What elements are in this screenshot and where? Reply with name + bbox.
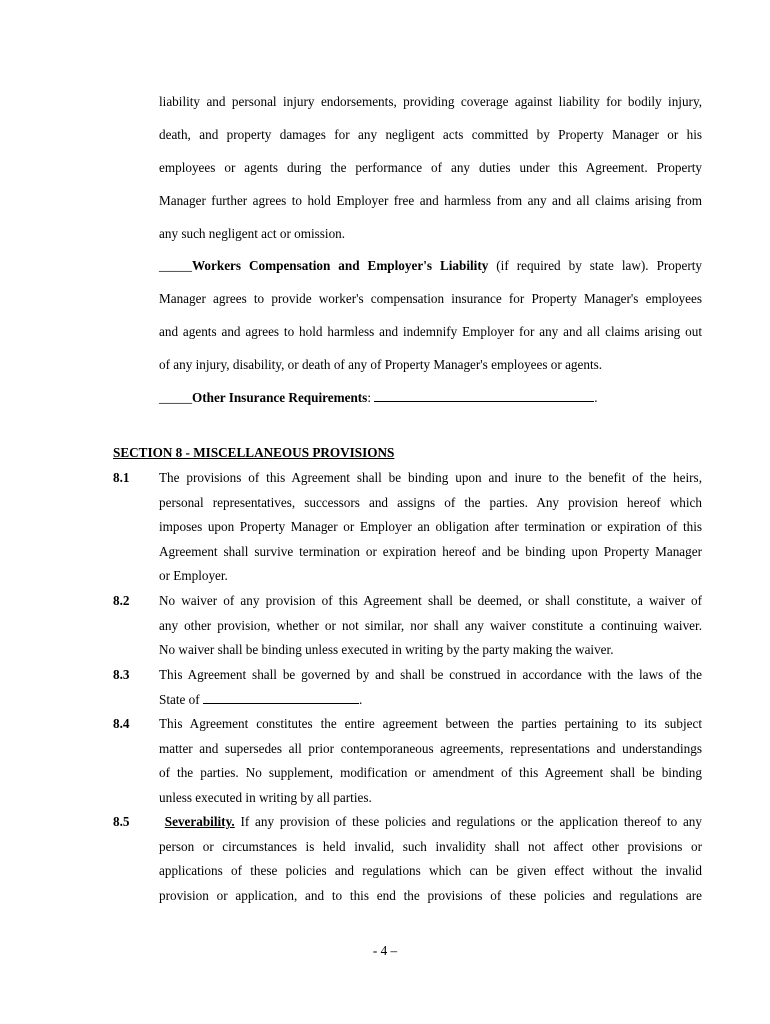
- text-line: The provisions of this Agreement shall be binding upon and inure to the benefit of the heirs,: [159, 470, 702, 485]
- text-line: Manager agrees to provide worker's compensation insurance for Property Manager's employees: [159, 291, 702, 306]
- other-insurance-paragraph: [159, 390, 702, 423]
- provision-body: [159, 814, 702, 912]
- text-line: of any injury, disability, or death of any of Property Manager's employees or agents.: [159, 357, 603, 372]
- text-line: applications of these policies and regulations which can be given effect without the invalid: [159, 863, 702, 879]
- severability-rest: If any provision of these policies and regulations or the application thereof to any: [234, 814, 702, 829]
- other-end: .: [594, 390, 598, 405]
- text-line: and agents and agrees to hold harmless and indemnify Employer for any and all claims arising out: [159, 324, 702, 339]
- text-line: provision or application, and to this end the provisions of these policies and regulations are: [159, 887, 702, 903]
- state-prefix: State of: [159, 691, 203, 707]
- liability-paragraph: [159, 94, 702, 259]
- page-number: - 4 –: [372, 943, 398, 958]
- state-end: .: [358, 691, 363, 707]
- text-line: liability and personal injury endorsements, providing coverage against liability for bodily injury,: [159, 94, 702, 109]
- other-colon: :: [367, 390, 375, 405]
- other-check-blank[interactable]: _____: [159, 390, 192, 405]
- text-line: death, and property damages for any negligent acts committed by Property Manager or his: [159, 127, 702, 142]
- text-line: No waiver shall be binding unless executed in writing by the party making the waiver.: [159, 642, 614, 658]
- workers-check-blank[interactable]: _____: [159, 258, 192, 273]
- severability-heading: Severability.: [164, 814, 235, 829]
- provision-number: 8.2: [113, 593, 130, 608]
- text-line: unless executed in writing by all parties.: [159, 789, 372, 805]
- text-line: of the parties. No supplement, modification or amendment of this Agreement shall be binding: [159, 765, 702, 781]
- provision-body: [159, 593, 702, 667]
- text-line: employees or agents during the performance of any duties under this Agreement. Property: [159, 160, 702, 175]
- provision-number: 8.3: [113, 667, 130, 682]
- provision-number: 8.5: [113, 814, 130, 829]
- provision-body: [159, 470, 702, 593]
- text-line: [159, 692, 702, 717]
- text-line: any such negligent act or omission.: [159, 226, 346, 241]
- text-line: Agreement shall survive termination or expiration hereof and be binding upon Property Manager: [159, 543, 702, 559]
- text-line: No waiver of any provision of this Agreement shall be deemed, or shall constitute, a waiver of: [159, 593, 702, 608]
- workers-heading: Workers Compensation and Employer's Liability: [191, 258, 489, 273]
- provision-number: 8.1: [113, 470, 130, 485]
- text-line: any other provision, whether or not similar, nor shall any waiver constitute a continuing waiver.: [159, 617, 702, 633]
- state-blank[interactable]: [203, 703, 359, 704]
- text-line: or Employer.: [159, 568, 228, 584]
- other-requirements-blank[interactable]: [374, 401, 594, 402]
- text-line: [159, 258, 702, 291]
- text-line: matter and supersedes all prior contemporaneous agreements, representations and understandings: [159, 740, 702, 756]
- text-line: person or circumstances is held invalid, such invalidity shall not affect other provisions or: [159, 838, 702, 854]
- provision-body: [159, 667, 702, 716]
- text-line: This Agreement constitutes the entire agreement between the parties pertaining to its subject: [159, 716, 702, 731]
- text-line: [159, 814, 702, 839]
- text-line: [159, 390, 702, 423]
- text-line: This Agreement shall be governed by and shall be construed in accordance with the laws of the: [159, 667, 702, 682]
- section-heading: SECTION 8 - MISCELLANEOUS PROVISIONS: [113, 445, 395, 460]
- provision-body: [159, 716, 702, 814]
- text-line: Manager further agrees to hold Employer free and harmless from any and all claims arising from: [159, 193, 702, 208]
- workers-line-rest: (if required by state law). Property: [488, 258, 702, 273]
- text-line: imposes upon Property Manager or Employer an obligation after termination or expiration of this: [159, 519, 702, 535]
- provision-number: 8.4: [113, 716, 130, 731]
- other-heading: Other Insurance Requirements: [191, 390, 368, 405]
- workers-compensation-paragraph: [159, 258, 702, 390]
- text-line: personal representatives, successors and assigns of the parties. Any provision hereof which: [159, 494, 702, 510]
